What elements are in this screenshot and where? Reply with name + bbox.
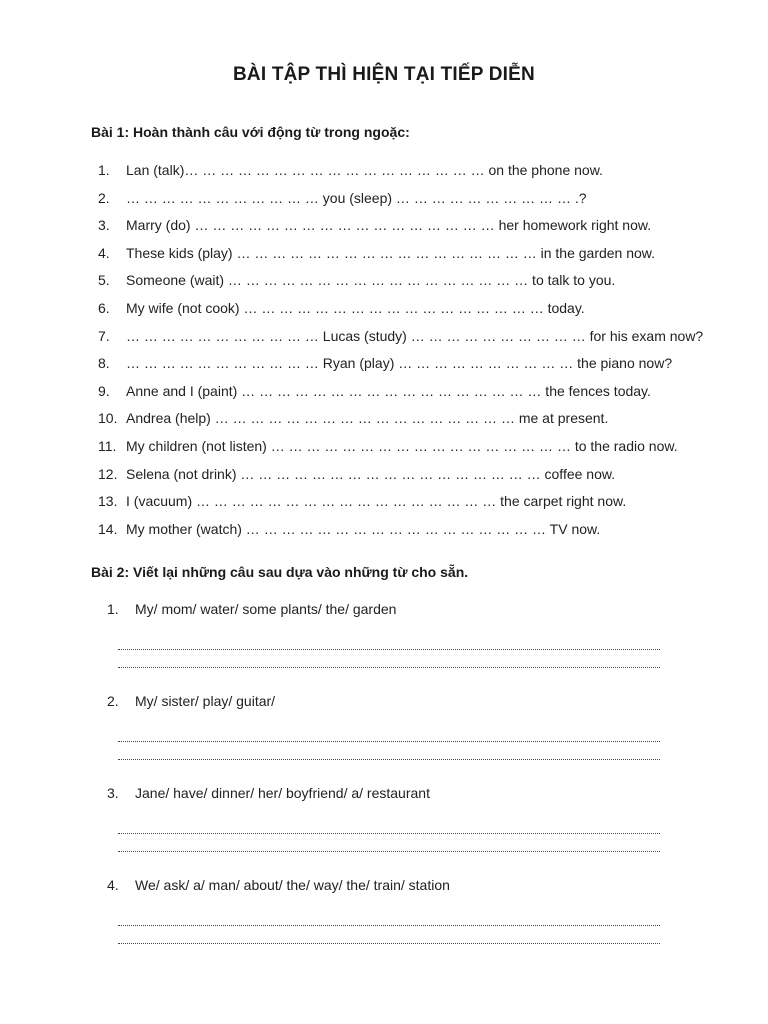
answer-line[interactable]	[118, 925, 660, 926]
exercise-1-item	[0, 157, 768, 185]
item-sentence: Andrea (help) … … … … … … … … … … … … … … … … … me at present.	[126, 410, 609, 427]
answer-line[interactable]	[118, 759, 660, 760]
item-sentence: My mother (watch) … … … … … … … … … … … … … … … … … TV now.	[126, 520, 601, 537]
item-number: 3.	[98, 217, 110, 234]
exercise-1-item	[0, 461, 768, 489]
item-sentence: I (vacuum) … … … … … … … … … … … … … … … … … the carpet right now.	[126, 493, 627, 510]
item-number: 9.	[98, 382, 110, 399]
answer-line[interactable]	[118, 851, 660, 852]
exercise-1-item	[0, 267, 768, 295]
exercise-1-item	[0, 212, 768, 240]
item-number: 4.	[107, 877, 119, 893]
item-number: 14.	[98, 520, 118, 537]
item-number: 13.	[98, 493, 118, 510]
exercise-1-item	[0, 405, 768, 433]
item-sentence: Anne and I (paint) … … … … … … … … … … … … … … … … … the fences today.	[126, 382, 651, 399]
item-number: 1.	[98, 162, 110, 178]
answer-line[interactable]	[118, 667, 660, 668]
exercise-1-item	[0, 516, 768, 544]
exercise-1-item	[0, 240, 768, 268]
item-sentence: My wife (not cook) … … … … … … … … … … … … … … … … … today.	[126, 299, 585, 316]
exercise-1-instruction: : Hoàn thành câu với động từ trong ngoặc:	[124, 124, 410, 140]
exercise-1-heading	[91, 124, 410, 140]
item-number: 3.	[107, 785, 119, 801]
answer-line[interactable]	[118, 741, 660, 742]
exercise-2-prompt	[107, 601, 396, 617]
item-sentence: Lan (talk)… … … … … … … … … … … … … … … … … on the phone now.	[126, 162, 603, 178]
exercise-2-prompt	[107, 693, 275, 709]
item-number: 2.	[107, 693, 119, 709]
item-sentence: … … … … … … … … … … … you (sleep) … … … … … … … … … … .?	[126, 189, 587, 206]
answer-line[interactable]	[118, 943, 660, 944]
item-words: My/ mom/ water/ some plants/ the/ garden	[135, 601, 397, 617]
item-sentence: My children (not listen) … … … … … … … … … … … … … … … … … to the radio now.	[126, 437, 678, 454]
item-words: My/ sister/ play/ guitar/	[135, 693, 276, 709]
exercise-1-item	[0, 433, 768, 461]
item-words: We/ ask/ a/ man/ about/ the/ way/ the/ train/ station	[135, 877, 450, 893]
item-sentence: Selena (not drink) … … … … … … … … … … … … … … … … … coffee now.	[126, 465, 616, 482]
item-number: 10.	[98, 410, 118, 427]
item-number: 1.	[107, 601, 119, 617]
item-number: 7.	[98, 327, 110, 344]
answer-line[interactable]	[118, 649, 660, 650]
exercise-1-item	[0, 350, 768, 378]
exercise-1-item	[0, 185, 768, 213]
item-words: Jane/ have/ dinner/ her/ boyfriend/ a/ restaurant	[135, 785, 430, 801]
item-sentence: … … … … … … … … … … … Lucas (study) … … … … … … … … … … for his exam now?	[126, 327, 704, 344]
exercise-2-prompt	[107, 877, 450, 893]
item-sentence: Someone (wait) … … … … … … … … … … … … … … … … … to talk to you.	[126, 272, 616, 289]
exercise-2-heading: Bài 2: Viết lại những câu sau dựa vào những từ cho sẵn.	[91, 564, 469, 580]
exercise-1-label: Bài 1	[91, 124, 125, 140]
item-number: 11.	[98, 437, 117, 454]
exercise-1-item	[0, 295, 768, 323]
exercise-1-list	[0, 157, 768, 543]
item-number: 6.	[98, 299, 110, 316]
item-number: 12.	[98, 465, 118, 482]
exercise-1-item	[0, 323, 768, 351]
exercise-2-prompt	[107, 785, 430, 801]
answer-line[interactable]	[118, 833, 660, 834]
exercise-1-item	[0, 488, 768, 516]
item-number: 2.	[98, 189, 110, 206]
item-sentence: These kids (play) … … … … … … … … … … … … … … … … … in the garden now.	[126, 244, 656, 261]
page-title: BÀI TẬP THÌ HIỆN TẠI TIẾP DIỄN	[233, 64, 535, 85]
item-number: 8.	[98, 355, 110, 372]
item-number: 4.	[98, 244, 110, 261]
item-number: 5.	[98, 272, 110, 289]
item-sentence: Marry (do) … … … … … … … … … … … … … … … … … her homework right now.	[126, 217, 652, 234]
item-sentence: … … … … … … … … … … … Ryan (play) … … … … … … … … … … the piano now?	[126, 355, 673, 372]
exercise-1-item	[0, 378, 768, 406]
